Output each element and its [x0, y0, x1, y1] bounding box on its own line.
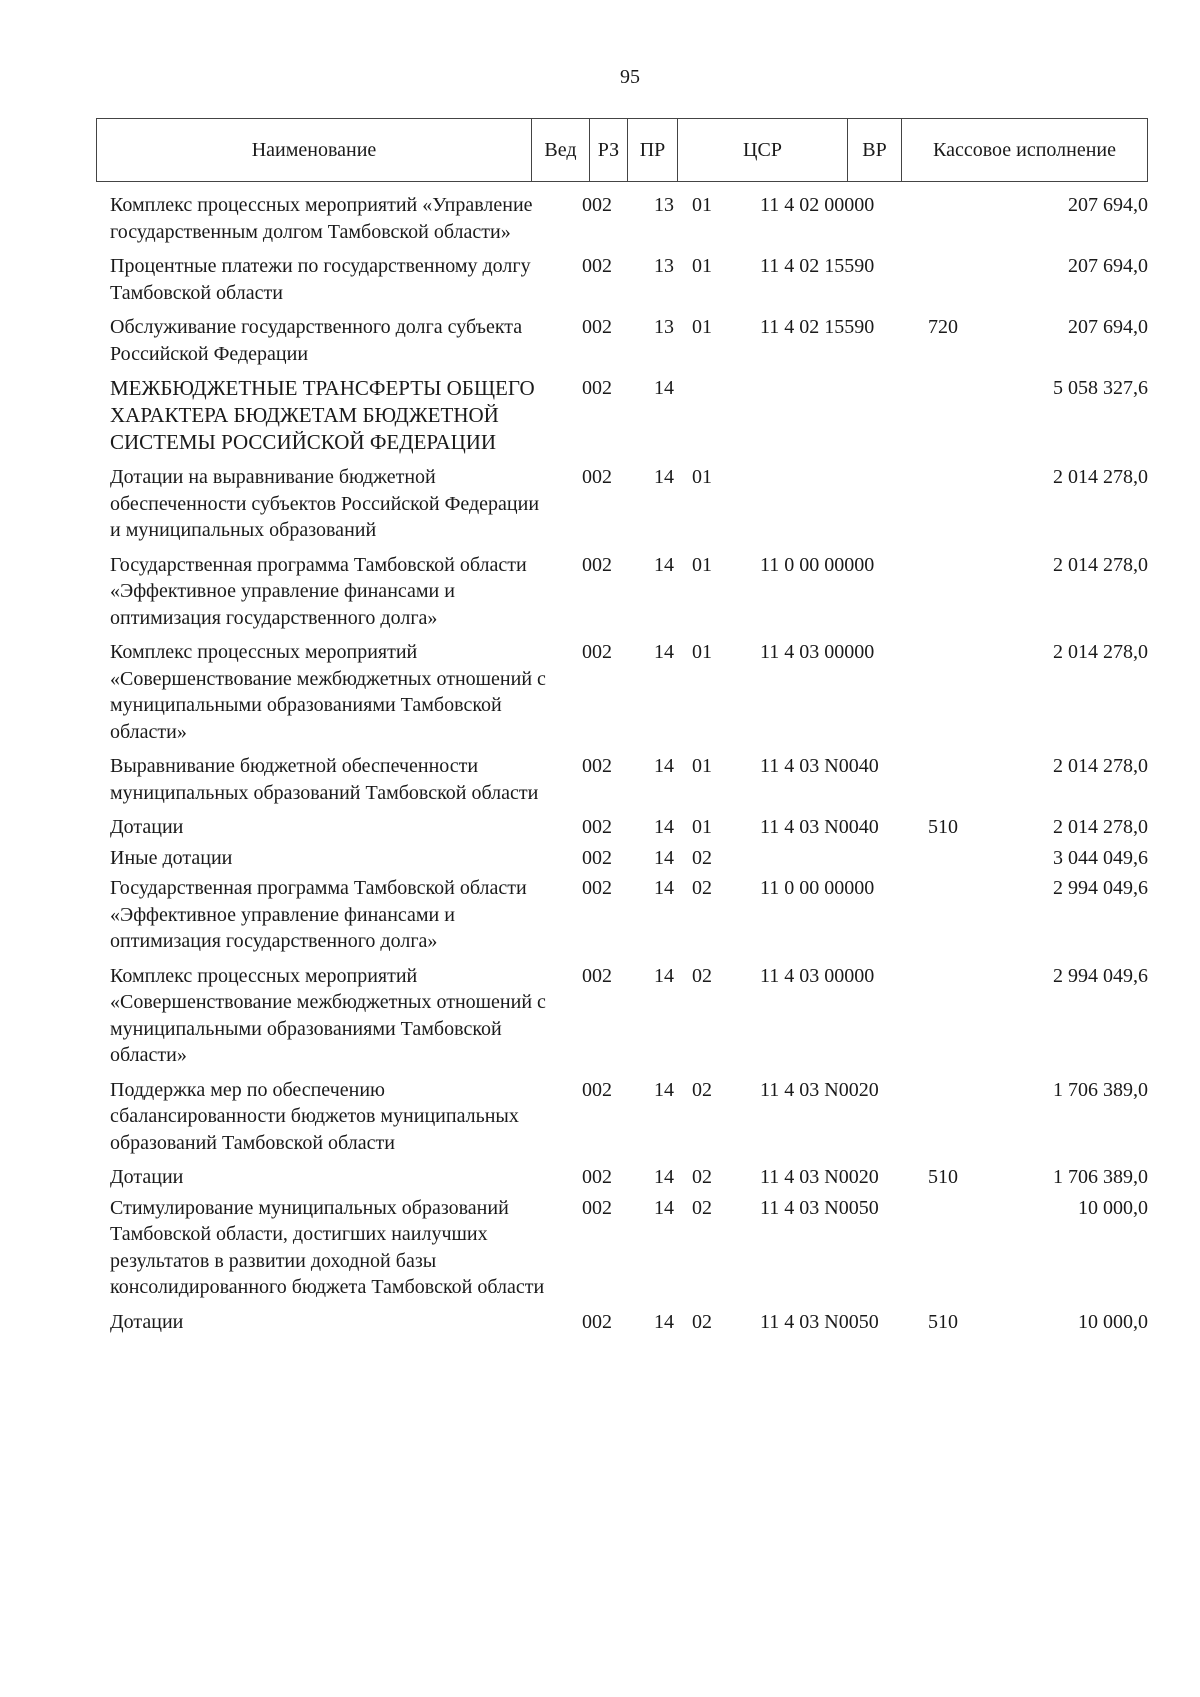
- row-sum: 1 706 389,0: [1053, 1078, 1148, 1101]
- row-csr: 11 4 02 15590: [760, 316, 875, 338]
- row-csr: 11 4 02 00000: [760, 194, 875, 216]
- row-pr: 01: [692, 316, 712, 338]
- column-header-csr: ЦСР: [677, 119, 847, 181]
- row-sum: 207 694,0: [1068, 255, 1148, 277]
- row-ved: 002: [582, 964, 612, 987]
- row-sum: 5 058 327,6: [1053, 377, 1148, 399]
- row-sum: 2 014 278,0: [1053, 553, 1148, 576]
- row-sum: 207 694,0: [1068, 194, 1148, 216]
- table-row: [0, 639, 1200, 745]
- row-ved: 002: [582, 641, 612, 663]
- row-pr: 02: [692, 964, 712, 987]
- row-vr: 720: [928, 316, 958, 338]
- row-name: Дотации: [110, 816, 184, 838]
- row-csr: 11 4 03 00000: [760, 964, 875, 987]
- table-row: [0, 1077, 1200, 1157]
- row-pr: 02: [692, 846, 712, 869]
- row-rz: 14: [654, 466, 674, 488]
- row-sum: 2 014 278,0: [1053, 755, 1148, 777]
- row-ved: 002: [582, 377, 612, 399]
- row-rz: 14: [654, 1310, 674, 1333]
- row-rz: 14: [654, 877, 674, 899]
- row-pr: 01: [692, 755, 712, 777]
- row-name: Иные дотации: [110, 846, 233, 869]
- row-name: Дотации на выравнивание бюджетной обеспеченности субъектов Российской Федерации и муниципальных образований: [110, 466, 540, 541]
- table-row: [0, 963, 1200, 1069]
- row-sum: 10 000,0: [1078, 1310, 1148, 1333]
- row-rz: 14: [654, 964, 674, 987]
- column-header-ved: Вед: [531, 119, 589, 181]
- row-name: Государственная программа Тамбовской области «Эффективное управление финансами и оптимизация государственного долга»: [110, 877, 527, 952]
- table-row: [0, 253, 1200, 306]
- row-csr: 11 4 03 00000: [760, 641, 875, 663]
- row-pr: 02: [692, 877, 712, 899]
- row-csr: 11 4 03 N0040: [760, 755, 879, 777]
- row-ved: 002: [582, 1078, 612, 1101]
- row-rz: 14: [654, 553, 674, 576]
- row-ved: 002: [582, 1310, 612, 1333]
- row-pr: 01: [692, 816, 712, 838]
- row-ved: 002: [582, 255, 612, 277]
- row-sum: 2 014 278,0: [1053, 641, 1148, 663]
- row-csr: 11 4 03 N0050: [760, 1310, 879, 1333]
- row-sum: 3 044 049,6: [1053, 846, 1148, 869]
- column-header-vr: ВР: [847, 119, 901, 181]
- row-name: МЕЖБЮДЖЕТНЫЕ ТРАНСФЕРТЫ ОБЩЕГО ХАРАКТЕРА БЮДЖЕТАМ БЮДЖЕТНОЙ СИСТЕМЫ РОССИЙСКОЙ ФЕДЕРАЦИИ: [110, 376, 535, 454]
- table-body: [0, 192, 1200, 1343]
- row-csr: 11 4 02 15590: [760, 255, 875, 277]
- table-row: [0, 753, 1200, 806]
- row-vr: 510: [928, 816, 958, 838]
- table-row: [0, 552, 1200, 632]
- row-pr: 02: [692, 1078, 712, 1101]
- row-csr: 11 4 03 N0050: [760, 1196, 879, 1219]
- row-sum: 2 014 278,0: [1053, 466, 1148, 488]
- table-row: [0, 1309, 1200, 1336]
- row-rz: 13: [654, 194, 674, 216]
- row-sum: 1 706 389,0: [1053, 1166, 1148, 1188]
- column-header-sum: Кассовое исполнение: [901, 119, 1147, 181]
- row-name: Комплекс процессных мероприятий «Совершенствование межбюджетных отношений с муниципальными образованиями Тамбовской области»: [110, 641, 546, 743]
- row-ved: 002: [582, 877, 612, 899]
- row-pr: 01: [692, 641, 712, 663]
- row-ved: 002: [582, 316, 612, 338]
- table-row: [0, 1164, 1200, 1191]
- row-pr: 01: [692, 466, 712, 488]
- row-ved: 002: [582, 1196, 612, 1219]
- row-sum: 207 694,0: [1068, 316, 1148, 338]
- row-rz: 14: [654, 1078, 674, 1101]
- row-pr: 01: [692, 255, 712, 277]
- row-csr: 11 0 00 00000: [760, 877, 875, 899]
- table-row: [0, 875, 1200, 955]
- row-rz: 14: [654, 816, 674, 838]
- table-row: [0, 464, 1200, 544]
- row-name: Процентные платежи по государственному долгу Тамбовской области: [110, 255, 531, 304]
- table-header: [96, 118, 1148, 182]
- row-rz: 13: [654, 255, 674, 277]
- row-rz: 14: [654, 1166, 674, 1188]
- row-csr: 11 0 00 00000: [760, 553, 875, 576]
- row-csr: 11 4 03 N0020: [760, 1078, 879, 1101]
- row-vr: 510: [928, 1166, 958, 1188]
- row-name: Комплекс процессных мероприятий «Совершенствование межбюджетных отношений с муниципальными образованиями Тамбовской области»: [110, 964, 546, 1066]
- row-csr: 11 4 03 N0040: [760, 816, 879, 838]
- row-name: Дотации: [110, 1310, 184, 1333]
- row-rz: 14: [654, 755, 674, 777]
- row-vr: 510: [928, 1310, 958, 1333]
- table-row-section: [0, 375, 1200, 456]
- row-pr: 01: [692, 553, 712, 576]
- row-rz: 14: [654, 846, 674, 869]
- column-header-pr: ПР: [627, 119, 677, 181]
- row-ved: 002: [582, 816, 612, 838]
- row-ved: 002: [582, 466, 612, 488]
- row-rz: 14: [654, 641, 674, 663]
- table-row: [0, 814, 1200, 841]
- row-sum: 2 994 049,6: [1053, 964, 1148, 987]
- table-row: [0, 314, 1200, 367]
- row-ved: 002: [582, 194, 612, 216]
- row-ved: 002: [582, 846, 612, 869]
- row-pr: 02: [692, 1310, 712, 1333]
- row-rz: 14: [654, 377, 674, 399]
- column-header-rz: РЗ: [589, 119, 627, 181]
- row-csr: 11 4 03 N0020: [760, 1166, 879, 1188]
- table-row: [0, 845, 1200, 872]
- row-name: Обслуживание государственного долга субъекта Российской Федерации: [110, 316, 523, 365]
- table-row: [0, 1195, 1200, 1301]
- row-name: Дотации: [110, 1166, 184, 1188]
- row-sum: 2 014 278,0: [1053, 816, 1148, 838]
- row-name: Комплекс процессных мероприятий «Управление государственным долгом Тамбовской области»: [110, 194, 533, 243]
- row-sum: 10 000,0: [1078, 1196, 1148, 1219]
- row-ved: 002: [582, 553, 612, 576]
- row-ved: 002: [582, 755, 612, 777]
- row-sum: 2 994 049,6: [1053, 877, 1148, 899]
- row-ved: 002: [582, 1166, 612, 1188]
- table-row: [0, 192, 1200, 245]
- row-rz: 13: [654, 316, 674, 338]
- row-name: Поддержка мер по обеспечению сбалансированности бюджетов муниципальных образований Тамбовской области: [110, 1078, 519, 1154]
- row-name: Выравнивание бюджетной обеспеченности муниципальных образований Тамбовской области: [110, 755, 539, 804]
- row-name: Стимулирование муниципальных образований Тамбовской области, достигших наилучших результатов в развитии доходной базы консолидированного бюджета Тамбовской области: [110, 1196, 545, 1298]
- row-pr: 02: [692, 1166, 712, 1188]
- row-name: Государственная программа Тамбовской области «Эффективное управление финансами и оптимизация государственного долга»: [110, 553, 527, 629]
- row-pr: 02: [692, 1196, 712, 1219]
- row-pr: 01: [692, 194, 712, 216]
- page-number: 95: [620, 66, 640, 88]
- column-header-name: Наименование: [251, 139, 377, 161]
- row-rz: 14: [654, 1196, 674, 1219]
